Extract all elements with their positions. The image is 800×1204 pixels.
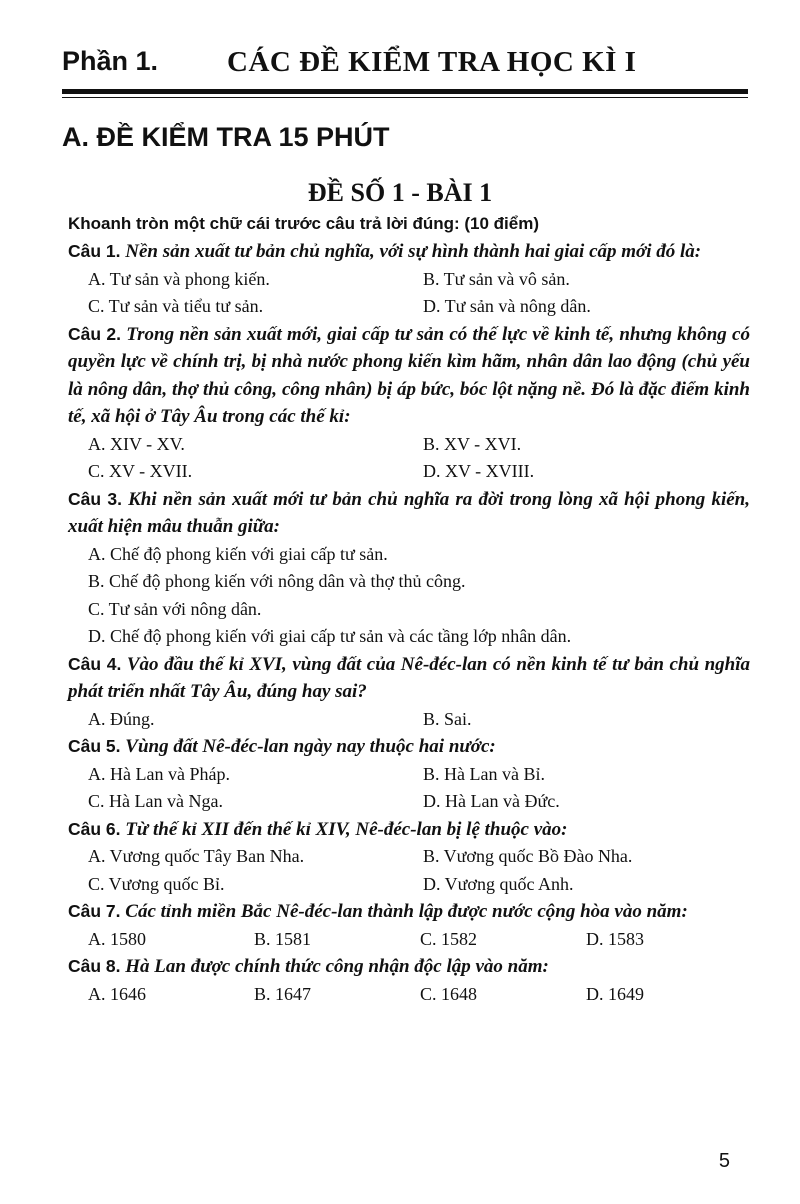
question-text: Vào đầu thế kỉ XVI, vùng đất của Nê-đéc-lan có nền kinh tế tư bản chủ nghĩa phát triển nhất Tây Âu, đúng hay sai? xyxy=(68,653,750,702)
option-d[interactable]: D. Chế độ phong kiến với giai cấp tư sản và các tầng lớp nhân dân. xyxy=(88,626,572,646)
question-3 xyxy=(68,486,750,541)
options-7 xyxy=(68,926,750,954)
question-number: Câu 7. xyxy=(68,901,121,921)
option-d[interactable]: D. XV - XVIII. xyxy=(423,461,535,481)
question-number: Câu 2. xyxy=(68,323,122,344)
question-number: Câu 8. xyxy=(68,956,121,976)
option-c[interactable]: C. Hà Lan và Nga. xyxy=(88,791,223,811)
options-4 xyxy=(68,706,750,734)
option-b[interactable]: B. Sai. xyxy=(423,708,472,729)
part-title: CÁC ĐỀ KIỂM TRA HỌC KÌ I xyxy=(227,46,637,78)
option-b[interactable]: B. 1647 xyxy=(254,983,312,1004)
section-heading: A. ĐỀ KIỂM TRA 15 PHÚT xyxy=(62,122,390,152)
question-number: Câu 1. xyxy=(68,241,121,261)
option-d[interactable]: D. Tư sản và nông dân. xyxy=(423,296,591,316)
option-d[interactable]: D. Vương quốc Anh. xyxy=(423,873,574,894)
question-6 xyxy=(68,816,750,844)
question-2 xyxy=(68,321,750,431)
option-d[interactable]: D. 1583 xyxy=(586,928,644,949)
option-a[interactable]: A. Hà Lan và Pháp. xyxy=(88,763,230,784)
option-a[interactable]: A. Vương quốc Tây Ban Nha. xyxy=(88,846,305,866)
option-a[interactable]: A. 1580 xyxy=(88,928,146,949)
option-a[interactable]: A. Chế độ phong kiến với giai cấp tư sản. xyxy=(88,543,388,564)
option-c[interactable]: C. 1648 xyxy=(420,983,478,1004)
question-7 xyxy=(68,898,750,926)
question-number: Câu 3. xyxy=(68,488,122,509)
option-c[interactable]: C. Tư sản và tiểu tư sản. xyxy=(88,296,264,316)
question-text: Trong nền sản xuất mới, giai cấp tư sản có thế lực về kinh tế, nhưng không có quyền lực về chính trị, bị nhà nước phong kiến kìm hãm, nhân dân lao động (chủ yếu là nông dân, thợ thủ công, công nhân) bị áp bức, bóc lột nặng nề. Đó là đặc điểm kinh tế, xã hội ở Tây Âu trong các thế kỉ: xyxy=(68,323,750,427)
option-b[interactable]: B. Hà Lan và Bỉ. xyxy=(423,763,545,784)
option-c[interactable]: C. XV - XVII. xyxy=(88,461,193,481)
page-number: 5 xyxy=(718,1150,730,1172)
option-a[interactable]: A. 1646 xyxy=(88,983,146,1004)
options-2 xyxy=(68,431,750,486)
options-1 xyxy=(68,266,750,321)
question-5 xyxy=(68,733,750,761)
option-a[interactable]: A. XIV - XV. xyxy=(88,433,185,454)
header-rule-thin xyxy=(62,97,748,98)
options-6 xyxy=(68,843,750,898)
test-title: ĐỀ SỐ 1 - BÀI 1 xyxy=(307,178,493,207)
question-text: Từ thế kỉ XII đến thế kỉ XIV, Nê-đéc-lan bị lệ thuộc vào: xyxy=(125,818,568,840)
question-number: Câu 4. xyxy=(68,653,122,674)
option-d[interactable]: D. Hà Lan và Đức. xyxy=(423,791,560,811)
page-header xyxy=(62,46,748,94)
options-3 xyxy=(68,541,750,651)
question-text: Vùng đất Nê-đéc-lan ngày nay thuộc hai nước: xyxy=(125,736,496,757)
options-5 xyxy=(68,761,750,816)
question-text: Hà Lan được chính thức công nhận độc lập vào năm: xyxy=(125,956,549,977)
header-rule-thick xyxy=(62,89,748,94)
option-a[interactable]: A. Tư sản và phong kiến. xyxy=(88,268,270,289)
option-c[interactable]: C. Vương quốc Bỉ. xyxy=(88,873,225,894)
option-b[interactable]: B. Tư sản và vô sản. xyxy=(423,268,570,289)
option-d[interactable]: D. 1649 xyxy=(586,983,644,1004)
question-text: Nền sản xuất tư bản chủ nghĩa, với sự hình thành hai giai cấp mới đó là: xyxy=(125,241,702,262)
option-c[interactable]: C. 1582 xyxy=(420,928,478,949)
question-text: Khi nền sản xuất mới tư bản chủ nghĩa ra đời trong lòng xã hội phong kiến, xuất hiện mâu thuẫn giữa: xyxy=(68,488,750,537)
question-8 xyxy=(68,953,750,981)
question-list xyxy=(68,238,750,1008)
option-b[interactable]: B. Vương quốc Bồ Đào Nha. xyxy=(423,846,633,866)
option-b[interactable]: B. Chế độ phong kiến với nông dân và thợ thủ công. xyxy=(88,571,466,591)
option-c[interactable]: C. Tư sản với nông dân. xyxy=(88,598,262,619)
option-b[interactable]: B. XV - XVI. xyxy=(423,433,522,454)
option-b[interactable]: B. 1581 xyxy=(254,928,312,949)
options-8 xyxy=(68,981,750,1009)
question-number: Câu 5. xyxy=(68,736,121,756)
instruction: Khoanh tròn một chữ cái trước câu trả lời đúng: (10 điểm) xyxy=(68,214,540,233)
question-1 xyxy=(68,238,750,266)
question-number: Câu 6. xyxy=(68,818,121,839)
option-a[interactable]: A. Đúng. xyxy=(88,708,155,729)
part-label: Phần 1. xyxy=(62,46,159,76)
question-4 xyxy=(68,651,750,706)
question-text: Các tỉnh miền Bắc Nê-đéc-lan thành lập được nước cộng hòa vào năm: xyxy=(125,901,688,922)
